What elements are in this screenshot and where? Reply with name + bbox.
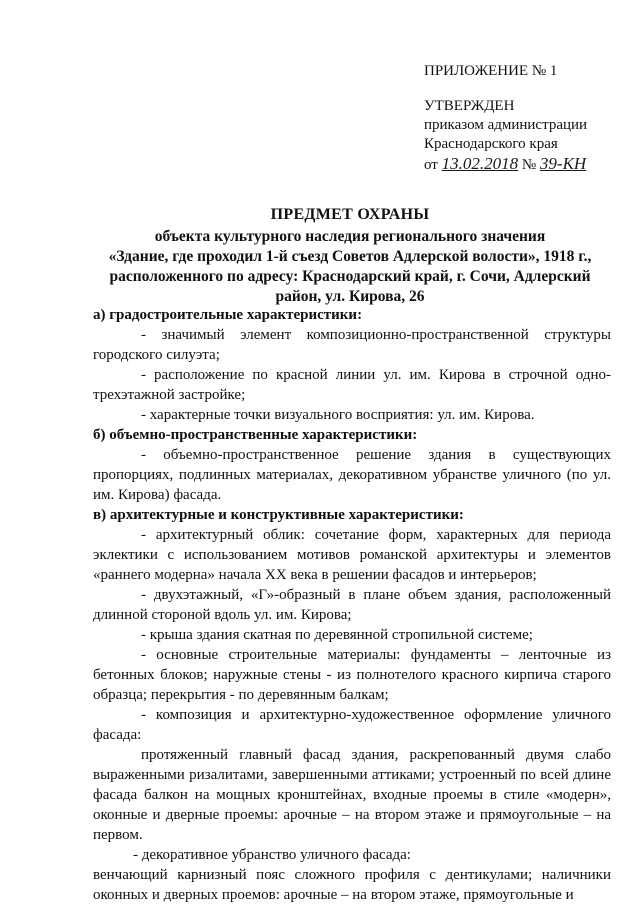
section-a-item-3: - характерные точки визуального восприятия: ул. им. Кирова.	[141, 407, 535, 423]
date-prefix: от	[424, 157, 438, 173]
document-body	[93, 305, 611, 905]
approved-label: УТВЕРЖДЕН	[424, 98, 515, 114]
section-b-item-1: - объемно-пространственное решение здания в существующих пропорциях, подлинных материалах, декоративном убранстве уличного (по ул. им. Кирова) фасада.	[93, 447, 611, 503]
title-line-3: «Здание, где проходил 1-й съезд Советов Адлерской волости», 1918 г.,	[108, 248, 592, 265]
section-c-item-4: - основные строительные материалы: фундаменты – ленточные из бетонных блоков; наружные стены - из полнотелого красного кирпича старого образца; перекрытия - по деревянным балкам;	[93, 647, 611, 703]
section-c-item-2: - двухэтажный, «Г»-образный в плане объем здания, расположенный длинной стороной вдоль ул. им. Кирова;	[93, 587, 611, 623]
section-a-item-1: - значимый элемент композиционно-пространственной структуры городского силуэта;	[93, 327, 611, 363]
approval-date-number	[424, 154, 587, 175]
section-c-item-3: - крыша здания скатная по деревянной стропильной системе;	[141, 627, 533, 643]
handwritten-date: 13.02.2018	[441, 154, 519, 173]
approved-region: Краснодарского края	[424, 136, 558, 152]
section-a-item-2: - расположение по красной линии ул. им. Кирова в строчной одно-трехэтажной застройке;	[93, 367, 611, 403]
section-c-item-5-text: протяженный главный фасад здания, раскрепованный двумя слабо выраженными ризалитами, завершенными аттиками; устроенный по всей длине фасада балкон на мощных кронштейнах, входные проемы в стиле «модерн», оконные и дверные проемы: арочные – на втором этаже и прямоугольные – на первом.	[93, 747, 611, 843]
section-c-item-1: - архитектурный облик: сочетание форм, характерных для периода эклектики с использованием мотивов романской архитектуры и элементов «раннего модерна» начала XX века в решении фасадов и интерьеров;	[93, 527, 611, 583]
number-prefix: №	[521, 157, 537, 173]
document-title	[90, 205, 610, 307]
approved-by-order: приказом администрации	[424, 117, 588, 133]
title-line-2: объекта культурного наследия регионального значения	[154, 228, 546, 245]
section-c-item-6: - декоративное убранство уличного фасада:	[133, 847, 411, 863]
section-c-item-6-text: венчающий карнизный пояс сложного профиля с дентикулами; наличники оконных и дверных проемов: арочные – на втором этаже, прямоугольные и	[93, 867, 611, 903]
approval-block	[424, 62, 587, 175]
title-line-5: район, ул. Кирова, 26	[275, 288, 425, 305]
handwritten-number: 39-КН	[539, 154, 587, 173]
section-c-heading: в) архитектурные и конструктивные характеристики:	[93, 507, 464, 523]
section-c-item-5: - композиция и архитектурно-художественное оформление уличного фасада:	[93, 707, 611, 743]
section-b-heading: б) объемно-пространственные характеристики:	[93, 427, 418, 443]
appendix-label: ПРИЛОЖЕНИЕ № 1	[424, 63, 558, 79]
title-main: ПРЕДМЕТ ОХРАНЫ	[270, 206, 430, 223]
section-a-heading: а) градостроительные характеристики:	[93, 307, 363, 323]
title-line-4: расположенного по адресу: Краснодарский край, г. Сочи, Адлерский	[109, 268, 591, 285]
